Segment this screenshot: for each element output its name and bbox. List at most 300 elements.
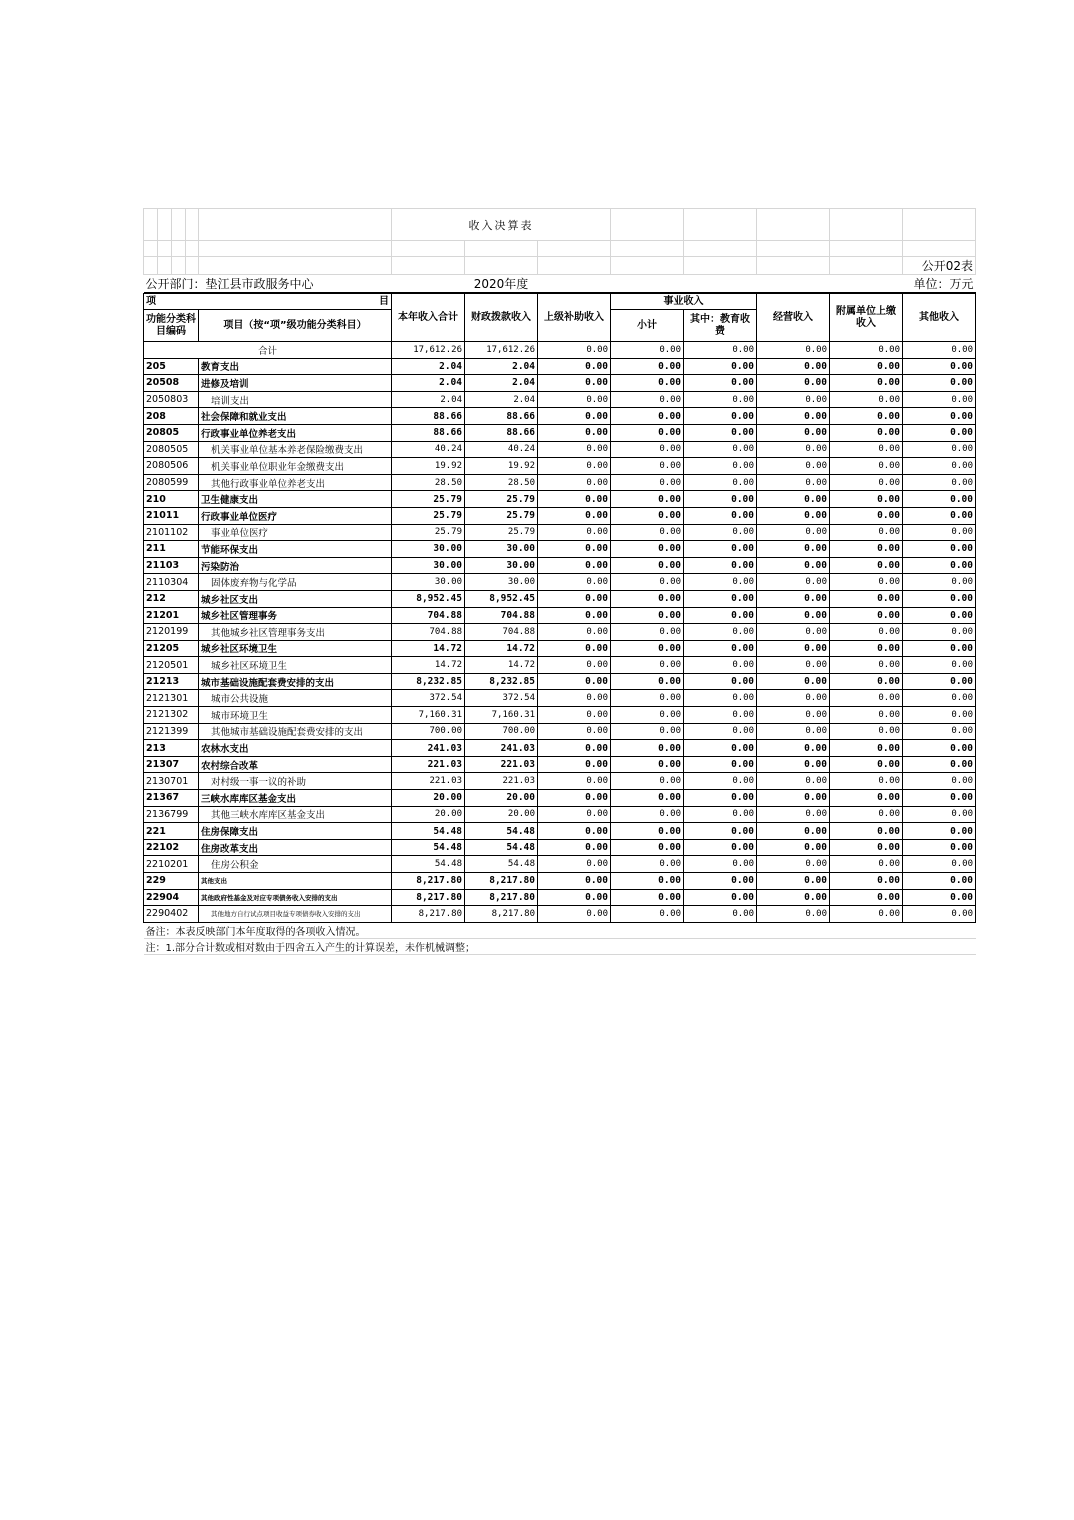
row-value: 8,232.85 (465, 673, 538, 690)
remark-text: 备注：本表反映部门本年度取得的各项收入情况。 (144, 922, 976, 938)
page-title: 收入决算表 (392, 209, 611, 241)
row-value: 0.00 (611, 474, 684, 491)
total-value: 17,612.26 (392, 342, 465, 359)
row-value: 0.00 (538, 740, 611, 757)
row-value: 0.00 (830, 756, 903, 773)
table-row (144, 474, 976, 491)
row-value: 0.00 (903, 823, 976, 840)
row-value: 0.00 (684, 574, 757, 591)
row-value: 8,217.80 (465, 873, 538, 890)
row-value: 0.00 (757, 707, 830, 724)
row-value: 0.00 (903, 491, 976, 508)
row-name: 农村综合改革 (199, 756, 392, 773)
row-code: 21011 (144, 507, 199, 524)
row-code: 2050803 (144, 391, 199, 408)
row-value: 0.00 (757, 441, 830, 458)
row-value: 0.00 (830, 723, 903, 740)
row-value: 0.00 (903, 839, 976, 856)
row-code: 205 (144, 358, 199, 375)
row-value: 0.00 (757, 391, 830, 408)
total-value: 0.00 (903, 342, 976, 359)
row-value: 0.00 (684, 657, 757, 674)
row-value: 0.00 (903, 673, 976, 690)
table-row (144, 873, 976, 890)
row-value: 0.00 (903, 657, 976, 674)
row-name: 机关事业单位基本养老保险缴费支出 (199, 441, 392, 458)
row-value: 0.00 (684, 441, 757, 458)
row-value: 0.00 (684, 773, 757, 790)
row-name: 卫生健康支出 (199, 491, 392, 508)
row-value: 0.00 (830, 375, 903, 392)
row-code: 229 (144, 873, 199, 890)
row-value: 704.88 (465, 624, 538, 641)
row-value: 20.00 (392, 806, 465, 823)
row-code: 2080506 (144, 458, 199, 475)
row-value: 0.00 (903, 541, 976, 558)
row-value: 0.00 (684, 458, 757, 475)
row-value: 241.03 (392, 740, 465, 757)
row-value: 0.00 (757, 607, 830, 624)
row-value: 25.79 (465, 491, 538, 508)
row-value: 0.00 (903, 557, 976, 574)
row-code: 208 (144, 408, 199, 425)
table-row (144, 458, 976, 475)
row-value: 0.00 (684, 889, 757, 906)
row-value: 0.00 (903, 408, 976, 425)
header-table (143, 208, 976, 293)
row-value: 0.00 (684, 524, 757, 541)
row-value: 221.03 (465, 773, 538, 790)
row-value: 0.00 (757, 790, 830, 807)
row-value: 0.00 (538, 557, 611, 574)
row-name: 城市基础设施配套费安排的支出 (199, 673, 392, 690)
row-value: 221.03 (465, 756, 538, 773)
row-value: 704.88 (392, 624, 465, 641)
row-value: 0.00 (538, 806, 611, 823)
table-row (144, 889, 976, 906)
row-value: 8,952.45 (465, 590, 538, 607)
row-value: 0.00 (538, 889, 611, 906)
row-name: 其他政府性基金及对应专项债务收入安排的支出 (199, 889, 392, 906)
table-row (144, 491, 976, 508)
row-code: 21205 (144, 640, 199, 657)
row-code: 21103 (144, 557, 199, 574)
row-value: 8,217.80 (392, 889, 465, 906)
row-code: 2120501 (144, 657, 199, 674)
row-value: 0.00 (611, 408, 684, 425)
row-value: 0.00 (903, 740, 976, 757)
row-value: 8,232.85 (392, 673, 465, 690)
row-value: 0.00 (903, 624, 976, 641)
row-value: 0.00 (757, 491, 830, 508)
row-value: 20.00 (392, 790, 465, 807)
row-value: 0.00 (757, 541, 830, 558)
row-value: 0.00 (830, 574, 903, 591)
row-value: 0.00 (757, 773, 830, 790)
table-row (144, 773, 976, 790)
header-other: 其他收入 (903, 294, 976, 342)
header-business: 事业收入 (611, 294, 757, 310)
header-subtotal: 小计 (611, 310, 684, 342)
row-value: 0.00 (538, 624, 611, 641)
row-value: 0.00 (684, 806, 757, 823)
row-value: 0.00 (830, 458, 903, 475)
row-value: 2.04 (465, 375, 538, 392)
header-subsidy: 上级补助收入 (538, 294, 611, 342)
row-value: 30.00 (392, 557, 465, 574)
row-value: 0.00 (611, 590, 684, 607)
row-value: 221.03 (392, 756, 465, 773)
row-name: 对村级一事一议的补助 (199, 773, 392, 790)
row-value: 19.92 (392, 458, 465, 475)
row-value: 0.00 (903, 375, 976, 392)
row-name: 其他地方自行试点项目收益专项债券收入安排的支出 (199, 906, 392, 923)
header-edu: 其中：教育收费 (684, 310, 757, 342)
row-value: 28.50 (465, 474, 538, 491)
row-value: 40.24 (392, 441, 465, 458)
row-value: 0.00 (611, 873, 684, 890)
row-code: 22904 (144, 889, 199, 906)
row-value: 14.72 (392, 657, 465, 674)
row-value: 25.79 (465, 524, 538, 541)
row-value: 0.00 (538, 441, 611, 458)
row-value: 0.00 (757, 823, 830, 840)
row-code: 2121399 (144, 723, 199, 740)
row-value: 0.00 (684, 856, 757, 873)
total-value: 0.00 (757, 342, 830, 359)
row-value: 54.48 (465, 856, 538, 873)
row-value: 0.00 (903, 790, 976, 807)
row-code: 211 (144, 541, 199, 558)
table-row (144, 640, 976, 657)
year-label: 2020年度 (465, 275, 538, 293)
row-value: 0.00 (684, 790, 757, 807)
row-name: 事业单位医疗 (199, 524, 392, 541)
total-value: 0.00 (830, 342, 903, 359)
row-value: 0.00 (538, 491, 611, 508)
row-value: 19.92 (465, 458, 538, 475)
row-value: 0.00 (757, 673, 830, 690)
table-row (144, 375, 976, 392)
row-value: 0.00 (903, 574, 976, 591)
row-name: 城乡社区管理事务 (199, 607, 392, 624)
row-value: 0.00 (538, 773, 611, 790)
row-value: 0.00 (611, 624, 684, 641)
row-value: 30.00 (465, 574, 538, 591)
row-value: 0.00 (757, 873, 830, 890)
row-value: 0.00 (538, 375, 611, 392)
table-row (144, 557, 976, 574)
row-value: 0.00 (684, 640, 757, 657)
row-value: 0.00 (830, 408, 903, 425)
row-value: 0.00 (903, 590, 976, 607)
row-value: 0.00 (611, 507, 684, 524)
row-value: 700.00 (465, 723, 538, 740)
row-value: 14.72 (465, 657, 538, 674)
row-value: 0.00 (684, 557, 757, 574)
row-value: 0.00 (611, 640, 684, 657)
table-row (144, 690, 976, 707)
row-value: 0.00 (757, 358, 830, 375)
row-value: 0.00 (830, 823, 903, 840)
row-value: 0.00 (757, 723, 830, 740)
header-affiliated: 附属单位上缴收入 (830, 294, 903, 342)
row-code: 2130701 (144, 773, 199, 790)
total-value: 0.00 (538, 342, 611, 359)
row-value: 7,160.31 (465, 707, 538, 724)
row-value: 2.04 (465, 358, 538, 375)
row-name: 固体废弃物与化学品 (199, 574, 392, 591)
row-value: 0.00 (538, 358, 611, 375)
row-value: 0.00 (611, 375, 684, 392)
row-value: 700.00 (392, 723, 465, 740)
row-value: 0.00 (684, 590, 757, 607)
row-name: 行政事业单位养老支出 (199, 424, 392, 441)
row-value: 0.00 (611, 391, 684, 408)
row-code: 2121301 (144, 690, 199, 707)
row-value: 0.00 (538, 391, 611, 408)
row-value: 0.00 (757, 574, 830, 591)
row-value: 0.00 (684, 723, 757, 740)
row-name: 城乡社区环境卫生 (199, 657, 392, 674)
row-code: 213 (144, 740, 199, 757)
row-code: 2290402 (144, 906, 199, 923)
row-value: 2.04 (392, 375, 465, 392)
table-row (144, 790, 976, 807)
row-value: 8,217.80 (465, 906, 538, 923)
row-name: 城乡社区环境卫生 (199, 640, 392, 657)
row-value: 372.54 (465, 690, 538, 707)
row-value: 0.00 (830, 707, 903, 724)
row-value: 54.48 (392, 839, 465, 856)
row-value: 0.00 (903, 690, 976, 707)
table-row (144, 906, 976, 923)
row-value: 0.00 (830, 773, 903, 790)
row-name: 节能环保支出 (199, 541, 392, 558)
row-value: 0.00 (538, 823, 611, 840)
row-value: 54.48 (465, 823, 538, 840)
row-value: 0.00 (684, 507, 757, 524)
row-value: 0.00 (538, 458, 611, 475)
row-value: 8,217.80 (392, 906, 465, 923)
row-value: 0.00 (538, 790, 611, 807)
row-value: 7,160.31 (392, 707, 465, 724)
row-value: 0.00 (684, 424, 757, 441)
row-value: 0.00 (830, 441, 903, 458)
row-value: 0.00 (757, 408, 830, 425)
row-value: 0.00 (684, 873, 757, 890)
row-value: 0.00 (903, 773, 976, 790)
table-row (144, 507, 976, 524)
row-value: 0.00 (538, 541, 611, 558)
row-name: 其他城市基础设施配套费安排的支出 (199, 723, 392, 740)
row-value: 0.00 (903, 640, 976, 657)
row-value: 0.00 (611, 673, 684, 690)
row-value: 0.00 (684, 474, 757, 491)
row-code: 2110304 (144, 574, 199, 591)
row-value: 0.00 (538, 690, 611, 707)
row-value: 0.00 (684, 607, 757, 624)
row-value: 0.00 (684, 391, 757, 408)
row-value: 0.00 (684, 541, 757, 558)
row-value: 0.00 (611, 740, 684, 757)
row-value: 0.00 (903, 524, 976, 541)
row-value: 0.00 (830, 491, 903, 508)
row-name: 污染防治 (199, 557, 392, 574)
row-value: 0.00 (757, 906, 830, 923)
row-value: 20.00 (465, 790, 538, 807)
row-value: 0.00 (538, 607, 611, 624)
row-value: 0.00 (903, 607, 976, 624)
row-code: 2080505 (144, 441, 199, 458)
row-value: 0.00 (830, 839, 903, 856)
row-value: 0.00 (757, 690, 830, 707)
table-row (144, 408, 976, 425)
note-text: 注：1.部分合计数或相对数由于四舍五入产生的计算误差，未作机械调整； (144, 938, 976, 954)
row-value: 0.00 (538, 640, 611, 657)
row-value: 88.66 (465, 408, 538, 425)
row-value: 0.00 (538, 524, 611, 541)
header-code: 功能分类科目编码 (144, 310, 199, 342)
row-value: 0.00 (830, 790, 903, 807)
row-code: 21307 (144, 756, 199, 773)
table-row (144, 707, 976, 724)
row-value: 0.00 (684, 624, 757, 641)
row-value: 0.00 (611, 657, 684, 674)
row-value: 0.00 (538, 657, 611, 674)
row-code: 221 (144, 823, 199, 840)
row-value: 0.00 (611, 856, 684, 873)
row-value: 0.00 (611, 889, 684, 906)
row-value: 0.00 (903, 391, 976, 408)
row-name: 城市环境卫生 (199, 707, 392, 724)
row-value: 0.00 (903, 873, 976, 890)
table-row (144, 657, 976, 674)
table-row (144, 839, 976, 856)
row-value: 0.00 (757, 657, 830, 674)
row-value: 0.00 (684, 906, 757, 923)
table-row (144, 358, 976, 375)
row-value: 0.00 (757, 424, 830, 441)
row-name: 进修及培训 (199, 375, 392, 392)
row-code: 210 (144, 491, 199, 508)
row-value: 0.00 (903, 507, 976, 524)
row-value: 0.00 (903, 906, 976, 923)
row-value: 0.00 (903, 458, 976, 475)
row-code: 212 (144, 590, 199, 607)
row-value: 0.00 (684, 408, 757, 425)
table-row (144, 806, 976, 823)
row-value: 0.00 (757, 624, 830, 641)
row-value: 0.00 (757, 740, 830, 757)
row-name: 其他行政事业单位养老支出 (199, 474, 392, 491)
row-value: 14.72 (465, 640, 538, 657)
table-row (144, 424, 976, 441)
row-value: 0.00 (611, 773, 684, 790)
row-value: 0.00 (611, 574, 684, 591)
row-value: 0.00 (611, 441, 684, 458)
row-value: 0.00 (538, 756, 611, 773)
row-value: 0.00 (538, 673, 611, 690)
table-row (144, 624, 976, 641)
row-value: 0.00 (611, 756, 684, 773)
row-value: 0.00 (757, 524, 830, 541)
row-value: 0.00 (903, 889, 976, 906)
row-value: 0.00 (757, 756, 830, 773)
row-value: 0.00 (903, 806, 976, 823)
row-name: 城乡社区支出 (199, 590, 392, 607)
row-value: 0.00 (830, 873, 903, 890)
row-code: 20805 (144, 424, 199, 441)
row-code: 2101102 (144, 524, 199, 541)
row-value: 0.00 (611, 806, 684, 823)
row-code: 20508 (144, 375, 199, 392)
row-value: 0.00 (611, 823, 684, 840)
row-value: 0.00 (538, 590, 611, 607)
row-value: 241.03 (465, 740, 538, 757)
department-label: 公开部门：垫江县市政服务中心 (144, 275, 392, 293)
row-value: 30.00 (465, 557, 538, 574)
row-value: 0.00 (611, 541, 684, 558)
row-value: 2.04 (392, 358, 465, 375)
row-value: 0.00 (757, 806, 830, 823)
row-value: 30.00 (465, 541, 538, 558)
row-name: 行政事业单位医疗 (199, 507, 392, 524)
row-name: 住房保障支出 (199, 823, 392, 840)
row-value: 0.00 (830, 391, 903, 408)
row-value: 0.00 (538, 474, 611, 491)
row-value: 0.00 (611, 707, 684, 724)
row-value: 0.00 (830, 673, 903, 690)
header-name: 项目（按“项”级功能分类科目） (199, 310, 392, 342)
row-value: 0.00 (684, 491, 757, 508)
total-value: 0.00 (611, 342, 684, 359)
row-value: 0.00 (611, 358, 684, 375)
row-code: 2080599 (144, 474, 199, 491)
row-value: 0.00 (538, 408, 611, 425)
row-value: 0.00 (757, 839, 830, 856)
row-value: 0.00 (684, 839, 757, 856)
row-value: 0.00 (757, 640, 830, 657)
row-value: 8,217.80 (392, 873, 465, 890)
row-code: 21367 (144, 790, 199, 807)
row-value: 704.88 (465, 607, 538, 624)
row-value: 8,217.80 (465, 889, 538, 906)
row-value: 0.00 (903, 756, 976, 773)
header-mu: 目 (379, 296, 389, 307)
table-row (144, 524, 976, 541)
row-value: 0.00 (611, 839, 684, 856)
row-value: 0.00 (757, 458, 830, 475)
row-value: 0.00 (830, 524, 903, 541)
row-value: 0.00 (538, 574, 611, 591)
table-row (144, 590, 976, 607)
row-value: 0.00 (684, 690, 757, 707)
row-value: 0.00 (684, 756, 757, 773)
row-value: 0.00 (830, 690, 903, 707)
row-value: 0.00 (830, 607, 903, 624)
row-value: 54.48 (392, 856, 465, 873)
header-total: 本年收入合计 (392, 294, 465, 342)
row-value: 25.79 (392, 524, 465, 541)
row-value: 0.00 (611, 690, 684, 707)
row-value: 0.00 (830, 624, 903, 641)
row-value: 0.00 (903, 723, 976, 740)
row-value: 0.00 (903, 856, 976, 873)
row-value: 0.00 (830, 358, 903, 375)
row-value: 0.00 (830, 541, 903, 558)
total-value: 0.00 (684, 342, 757, 359)
